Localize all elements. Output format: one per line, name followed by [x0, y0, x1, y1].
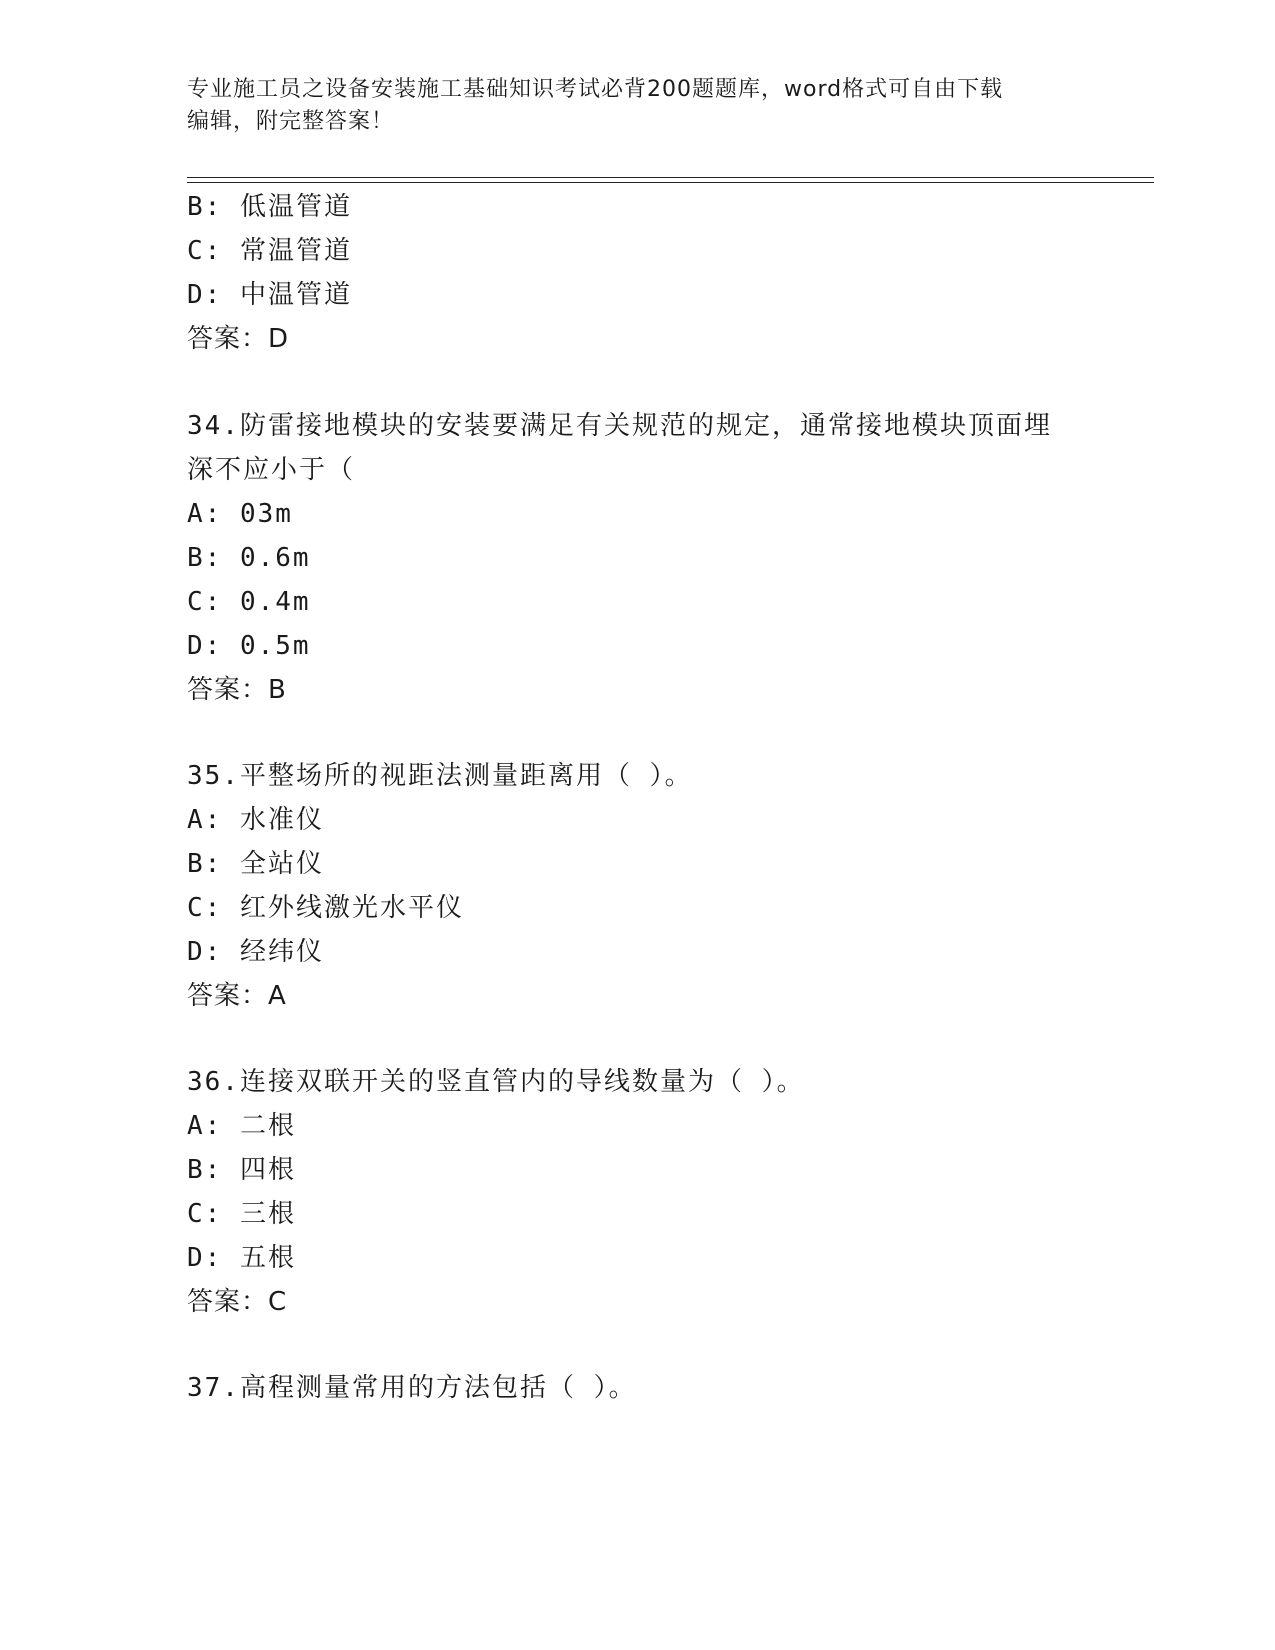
q35-option-c: C: 红外线激光水平仪 — [187, 893, 464, 923]
q36-answer: 答案：C — [187, 1287, 288, 1317]
q36-option-a: A: 二根 — [187, 1111, 296, 1141]
q34-answer: 答案：B — [187, 675, 287, 705]
q35-answer: 答案：A — [187, 981, 287, 1011]
q35-stem: 35.平整场所的视距法测量距离用（ ）。 — [187, 761, 693, 791]
header-line-1: 专业施工员之设备安装施工基础知识考试必背200题题库，word格式可自由下载 — [187, 77, 1004, 102]
q37-stem: 37.高程测量常用的方法包括（ ）。 — [187, 1373, 637, 1403]
header-divider-bottom — [187, 182, 1154, 183]
q33-answer: 答案：D — [187, 324, 290, 354]
q36-option-b: B: 四根 — [187, 1155, 296, 1185]
q33-option-c: C: 常温管道 — [187, 236, 352, 266]
q35-option-a: A: 水准仪 — [187, 805, 324, 835]
header-line-2: 编辑，附完整答案！ — [187, 109, 395, 134]
q33-option-b: B: 低温管道 — [187, 192, 352, 222]
q34-option-c: C: 0.4m — [187, 587, 311, 617]
q33-option-d: D: 中温管道 — [187, 280, 352, 310]
header-divider-top — [187, 177, 1154, 178]
q36-option-c: C: 三根 — [187, 1199, 296, 1229]
q34-stem-line-2: 深不应小于（ — [187, 455, 356, 485]
q34-option-a: A: 03m — [187, 499, 293, 529]
q35-option-d: D: 经纬仪 — [187, 937, 324, 967]
q35-option-b: B: 全站仪 — [187, 849, 324, 879]
q34-option-d: D: 0.5m — [187, 631, 311, 661]
q34-option-b: B: 0.6m — [187, 543, 311, 573]
document-header — [187, 74, 1087, 138]
q36-option-d: D: 五根 — [187, 1243, 296, 1273]
q34-stem-line-1: 34.防雷接地模块的安装要满足有关规范的规定，通常接地模块顶面埋 — [187, 411, 1052, 441]
q36-stem: 36.连接双联开关的竖直管内的导线数量为（ ）。 — [187, 1067, 805, 1097]
